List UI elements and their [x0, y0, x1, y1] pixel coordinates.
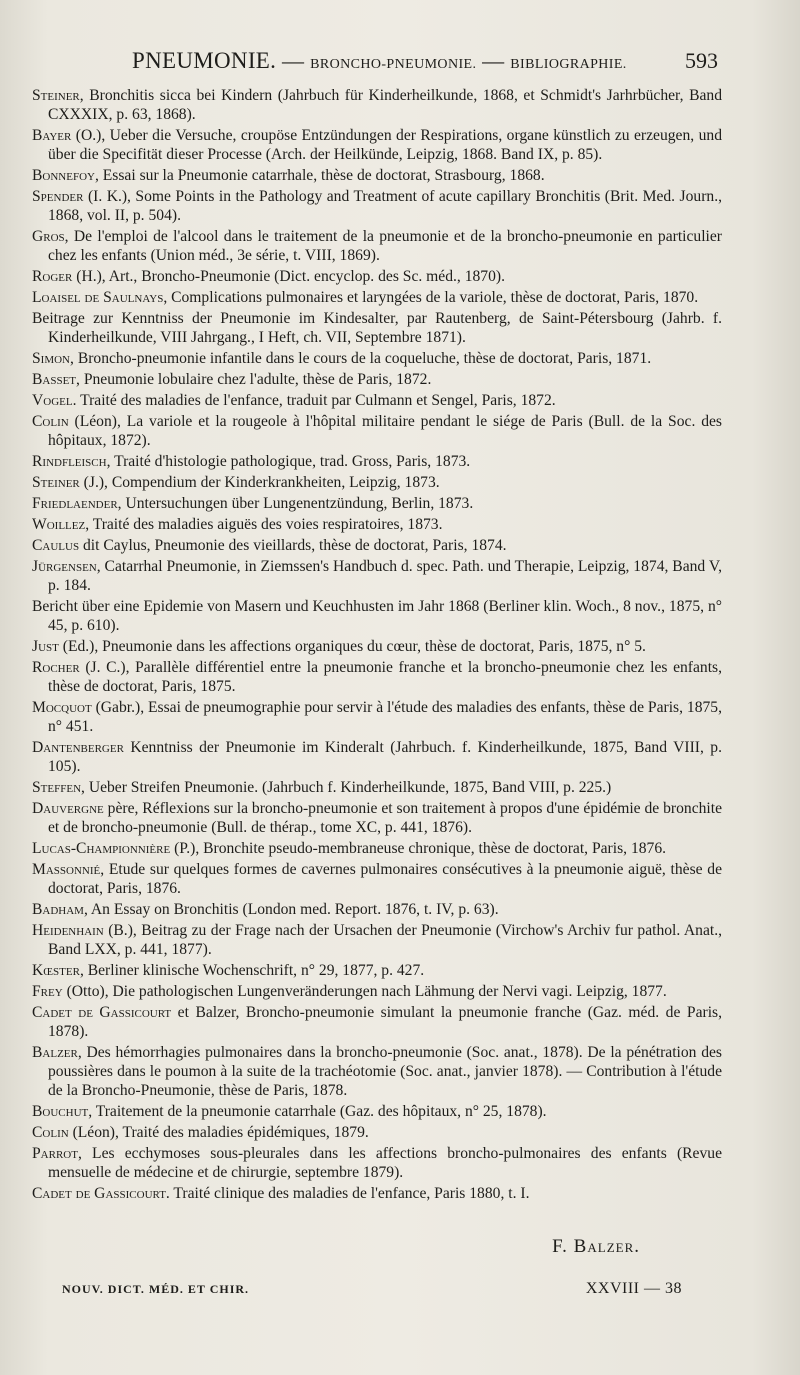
entry-author: Rindfleisch [32, 453, 107, 470]
footer-publication: NOUV. DICT. MÉD. ET CHIR. [62, 1282, 250, 1296]
entry-text: et Balzer, Broncho-pneumonie simulant la pneumonie franche (Gaz. méd. de Paris, 1878). [48, 1004, 722, 1040]
bibliography-entry [32, 738, 722, 776]
entry-author: Bouchut [32, 1103, 89, 1120]
bibliography-entry [32, 288, 722, 307]
bibliography-entry [32, 658, 722, 696]
entry-author: Steiner [32, 474, 80, 491]
entry-author: Steiner [32, 87, 80, 104]
running-head-separator-2: — [476, 48, 511, 73]
entry-author: Gros [32, 228, 65, 245]
bibliography-list [32, 86, 722, 1205]
bibliography-entry [32, 126, 722, 164]
entry-author: Massonnié [32, 861, 101, 878]
entry-author: Friedlaender [32, 495, 118, 512]
entry-author: Woillez [32, 516, 86, 533]
entry-author: Bonnefoy [32, 167, 95, 184]
running-head-sub-1: BRONCHO-PNEUMONIE. [310, 57, 477, 72]
bibliography-entry [32, 267, 722, 286]
running-head-main: PNEUMONIE. [132, 48, 277, 73]
bibliography-entry [32, 309, 722, 347]
bibliography-entry [32, 778, 722, 797]
entry-text: , De l'emploi de l'alcool dans le traitement de la pneumonie et de la broncho-pneumonie en particulier chez les enfants (Union méd., 3e série, t. VIII, 1869). [48, 228, 722, 264]
entry-text: , Pneumonie lobulaire chez l'adulte, thèse de Paris, 1872. [76, 371, 432, 388]
bibliography-entry [32, 86, 722, 124]
bibliography-entry [32, 473, 722, 492]
entry-text: père, Réflexions sur la broncho-pneumonie et son traitement à propos d'une épidémie de bronchite et de broncho-pneumonie (Bull. de thérap., tome XC, p. 441, 1876). [48, 800, 722, 836]
bibliography-entry [32, 557, 722, 595]
bibliography-entry [32, 1043, 722, 1100]
bibliography-entry [32, 698, 722, 736]
entry-text: (Gabr.), Essai de pneumographie pour servir à l'étude des maladies des enfants, thèse de Paris, 1875, n° 451. [48, 699, 722, 735]
entry-author: Bayer [32, 127, 72, 144]
entry-text: , Ueber Streifen Pneumonie. (Jahrbuch f. Kinderheilkunde, 1875, Band VIII, p. 225.) [81, 779, 612, 796]
entry-author: Heidenhain [32, 922, 104, 939]
bibliography-entry [32, 1184, 722, 1203]
page-header [132, 48, 718, 74]
bibliography-entry [32, 349, 722, 368]
entry-text: (Léon), La variole et la rougeole à l'hôpital militaire pendant le siége de Paris (Bull. de la Soc. des hôpitaux, 1872). [48, 413, 722, 449]
bibliography-entry [32, 799, 722, 837]
bibliography-entry [32, 187, 722, 225]
entry-text: (I. K.), Some Points in the Pathology and Treatment of acute capillary Bronchitis (Brit. Med. Journ., 1868, vol. II, p. 504). [48, 188, 722, 224]
entry-text: Beitrage zur Kenntniss der Pneumonie im Kindesalter, par Rautenberg, de Saint-Pétersbourg (Jahrb. f. Kinderheilkunde, VIII Jahrgang., I Heft, ch. VII, Septembre 1871). [32, 310, 722, 346]
entry-author: Simon [32, 350, 71, 367]
entry-author: Just [32, 638, 59, 655]
entry-text: . Traité des maladies de l'enfance, traduit par Culmann et Sengel, Paris, 1872. [72, 392, 556, 409]
running-head-sub-2: BIBLIOGRAPHIE. [510, 57, 627, 72]
entry-text: , Catarrhal Pneumonie, in Ziemssen's Handbuch d. spec. Path. und Therapie, Leipzig, 1874, Band V, p. 184. [48, 558, 722, 594]
running-head-separator-1: — [276, 48, 311, 73]
entry-author: Dantenberger [32, 739, 124, 756]
author-signature [552, 1236, 640, 1258]
entry-author: Dauvergne [32, 800, 104, 817]
bibliography-entry [32, 961, 722, 980]
entry-text: Kenntniss der Pneumonie im Kinderalt (Jahrbuch. f. Kinderheilkunde, 1875, Band VIII, p. 105). [48, 739, 722, 775]
entry-text: (B.), Beitrag zu der Frage nach der Ursachen der Pneumonie (Virchow's Archiv fur pathol. Anat., Band LXX, p. 441, 1877). [48, 922, 722, 958]
bibliography-entry [32, 839, 722, 858]
entry-author: Lucas-Championnière [32, 840, 171, 857]
entry-author: Caulus [32, 537, 80, 554]
bibliography-entry [32, 515, 722, 534]
entry-text: (P.), Bronchite pseudo-membraneuse chronique, thèse de doctorat, Paris, 1876. [170, 840, 667, 857]
bibliography-entry [32, 1123, 722, 1142]
entry-text: , An Essay on Bronchitis (London med. Report. 1876, t. IV, p. 63). [83, 901, 499, 918]
entry-text: , Broncho-pneumonie infantile dans le cours de la coqueluche, thèse de doctorat, Paris, 1871. [70, 350, 652, 367]
entry-text: (J.), Compendium der Kinderkrankheiten, Leipzig, 1873. [79, 474, 440, 491]
entry-text: Bericht über eine Epidemie von Masern und Keuchhusten im Jahr 1868 (Berliner klin. Woch., 8 nov., 1875, n° 45, p. 610). [32, 598, 722, 634]
bibliography-entry [32, 637, 722, 656]
bibliography-entry [32, 982, 722, 1001]
entry-author: Basset [32, 371, 77, 388]
bibliography-entry [32, 1102, 722, 1121]
entry-author: Roger [32, 268, 73, 285]
entry-author: Frey [32, 983, 63, 1000]
bibliography-entry [32, 1003, 722, 1041]
bibliography-entry [32, 494, 722, 513]
footer-signature-mark: XXVIII — 38 [585, 1280, 682, 1297]
entry-text: , Traité d'histologie pathologique, trad. Gross, Paris, 1873. [106, 453, 471, 470]
bibliography-entry [32, 227, 722, 265]
entry-text: , Complications pulmonaires et laryngées de la variole, thèse de doctorat, Paris, 1870. [163, 289, 699, 306]
entry-author: Kœster [32, 962, 80, 979]
entry-author: Colin [32, 1124, 69, 1141]
bibliography-entry [32, 900, 722, 919]
entry-author: Spender [32, 188, 84, 205]
entry-text: (Léon), Traité des maladies épidémiques, 1879. [68, 1124, 369, 1141]
bibliography-entry [32, 452, 722, 471]
entry-text: , Bronchitis sicca bei Kindern (Jahrbuch für Kinderheilkunde, 1868, et Schmidt's Jarhrbücher, Band CXXXIX, p. 63, 1868). [48, 87, 722, 123]
signature-text: F. Balzer. [552, 1236, 640, 1257]
bibliography-entry [32, 536, 722, 555]
entry-author: Jürgensen [32, 558, 97, 575]
entry-text: (H.), Art., Broncho-Pneumonie (Dict. encyclop. des Sc. méd., 1870). [72, 268, 505, 285]
entry-text: dit Caylus, Pneumonie des vieillards, thèse de doctorat, Paris, 1874. [79, 537, 507, 554]
entry-author: Parrot [32, 1145, 78, 1162]
bibliography-entry [32, 391, 722, 410]
bibliography-entry [32, 166, 722, 185]
entry-author: Cadet de Gassicourt [32, 1185, 166, 1202]
entry-author: Vogel [32, 392, 73, 409]
entry-text: , Traité des maladies aiguës des voies respiratoires, 1873. [85, 516, 443, 533]
bibliography-entry [32, 1144, 722, 1182]
page-number: 593 [685, 48, 718, 73]
entry-author: Rocher [32, 659, 80, 676]
entry-author: Mocquot [32, 699, 92, 716]
bibliography-entry [32, 370, 722, 389]
entry-text: . Traité clinique des maladies de l'enfance, Paris 1880, t. I. [165, 1185, 530, 1202]
bibliography-entry [32, 921, 722, 959]
page-footer [62, 1280, 682, 1298]
bibliography-entry [32, 860, 722, 898]
entry-author: Cadet de Gassicourt [32, 1004, 172, 1021]
entry-text: , Traitement de la pneumonie catarrhale (Gaz. des hôpitaux, n° 25, 1878). [88, 1103, 547, 1120]
entry-text: (O.), Ueber die Versuche, croupöse Entzündungen der Respirations, organe künstlich zu erzeugen, und über die Specifität dieser Processe (Arch. der Heilkünde, Leipzig, 1868. Band IX, p. 85). [48, 127, 722, 163]
entry-text: (J. C.), Parallèle différentiel entre la pneumonie franche et la broncho-pneumonie chez les enfants, thèse de doctorat, Paris, 1875. [48, 659, 722, 695]
entry-text: (Otto), Die pathologischen Lungenveränderungen nach Lähmung der Nervi vagi. Leipzig, 1877. [62, 983, 667, 1000]
bibliography-entry [32, 597, 722, 635]
entry-author: Badham [32, 901, 84, 918]
bibliography-entry [32, 412, 722, 450]
entry-text: , Etude sur quelques formes de cavernes pulmonaires consécutives à la pneumonie aiguë, thèse de doctorat, Paris, 1876. [48, 861, 722, 897]
entry-text: , Essai sur la Pneumonie catarrhale, thèse de doctorat, Strasbourg, 1868. [94, 167, 545, 184]
entry-author: Colin [32, 413, 69, 430]
entry-text: , Des hémorrhagies pulmonaires dans la broncho-pneumonie (Soc. anat., 1878). De la pénétration des poussières dans le poumon à la suite de la trachéotomie (Soc. anat., janvier 1878). — Contribution à l'étude de la Broncho-Pneumonie, thèse de Paris, 1878. [48, 1044, 722, 1099]
entry-author: Steffen [32, 779, 82, 796]
entry-text: (Ed.), Pneumonie dans les affections organiques du cœur, thèse de doctorat, Paris, 1875, n° 5. [58, 638, 646, 655]
entry-author: Loaisel de Saulnays [32, 289, 164, 306]
entry-text: , Berliner klinische Wochenschrift, n° 29, 1877, p. 427. [79, 962, 425, 979]
entry-text: , Les ecchymoses sous-pleurales dans les affections broncho-pulmonaires des enfants (Revue mensuelle de médecine et de chirurgie, septembre 1879). [48, 1145, 722, 1181]
running-head [132, 48, 627, 74]
entry-text: , Untersuchungen über Lungenentzündung, Berlin, 1873. [117, 495, 474, 512]
entry-author: Balzer [32, 1044, 78, 1061]
